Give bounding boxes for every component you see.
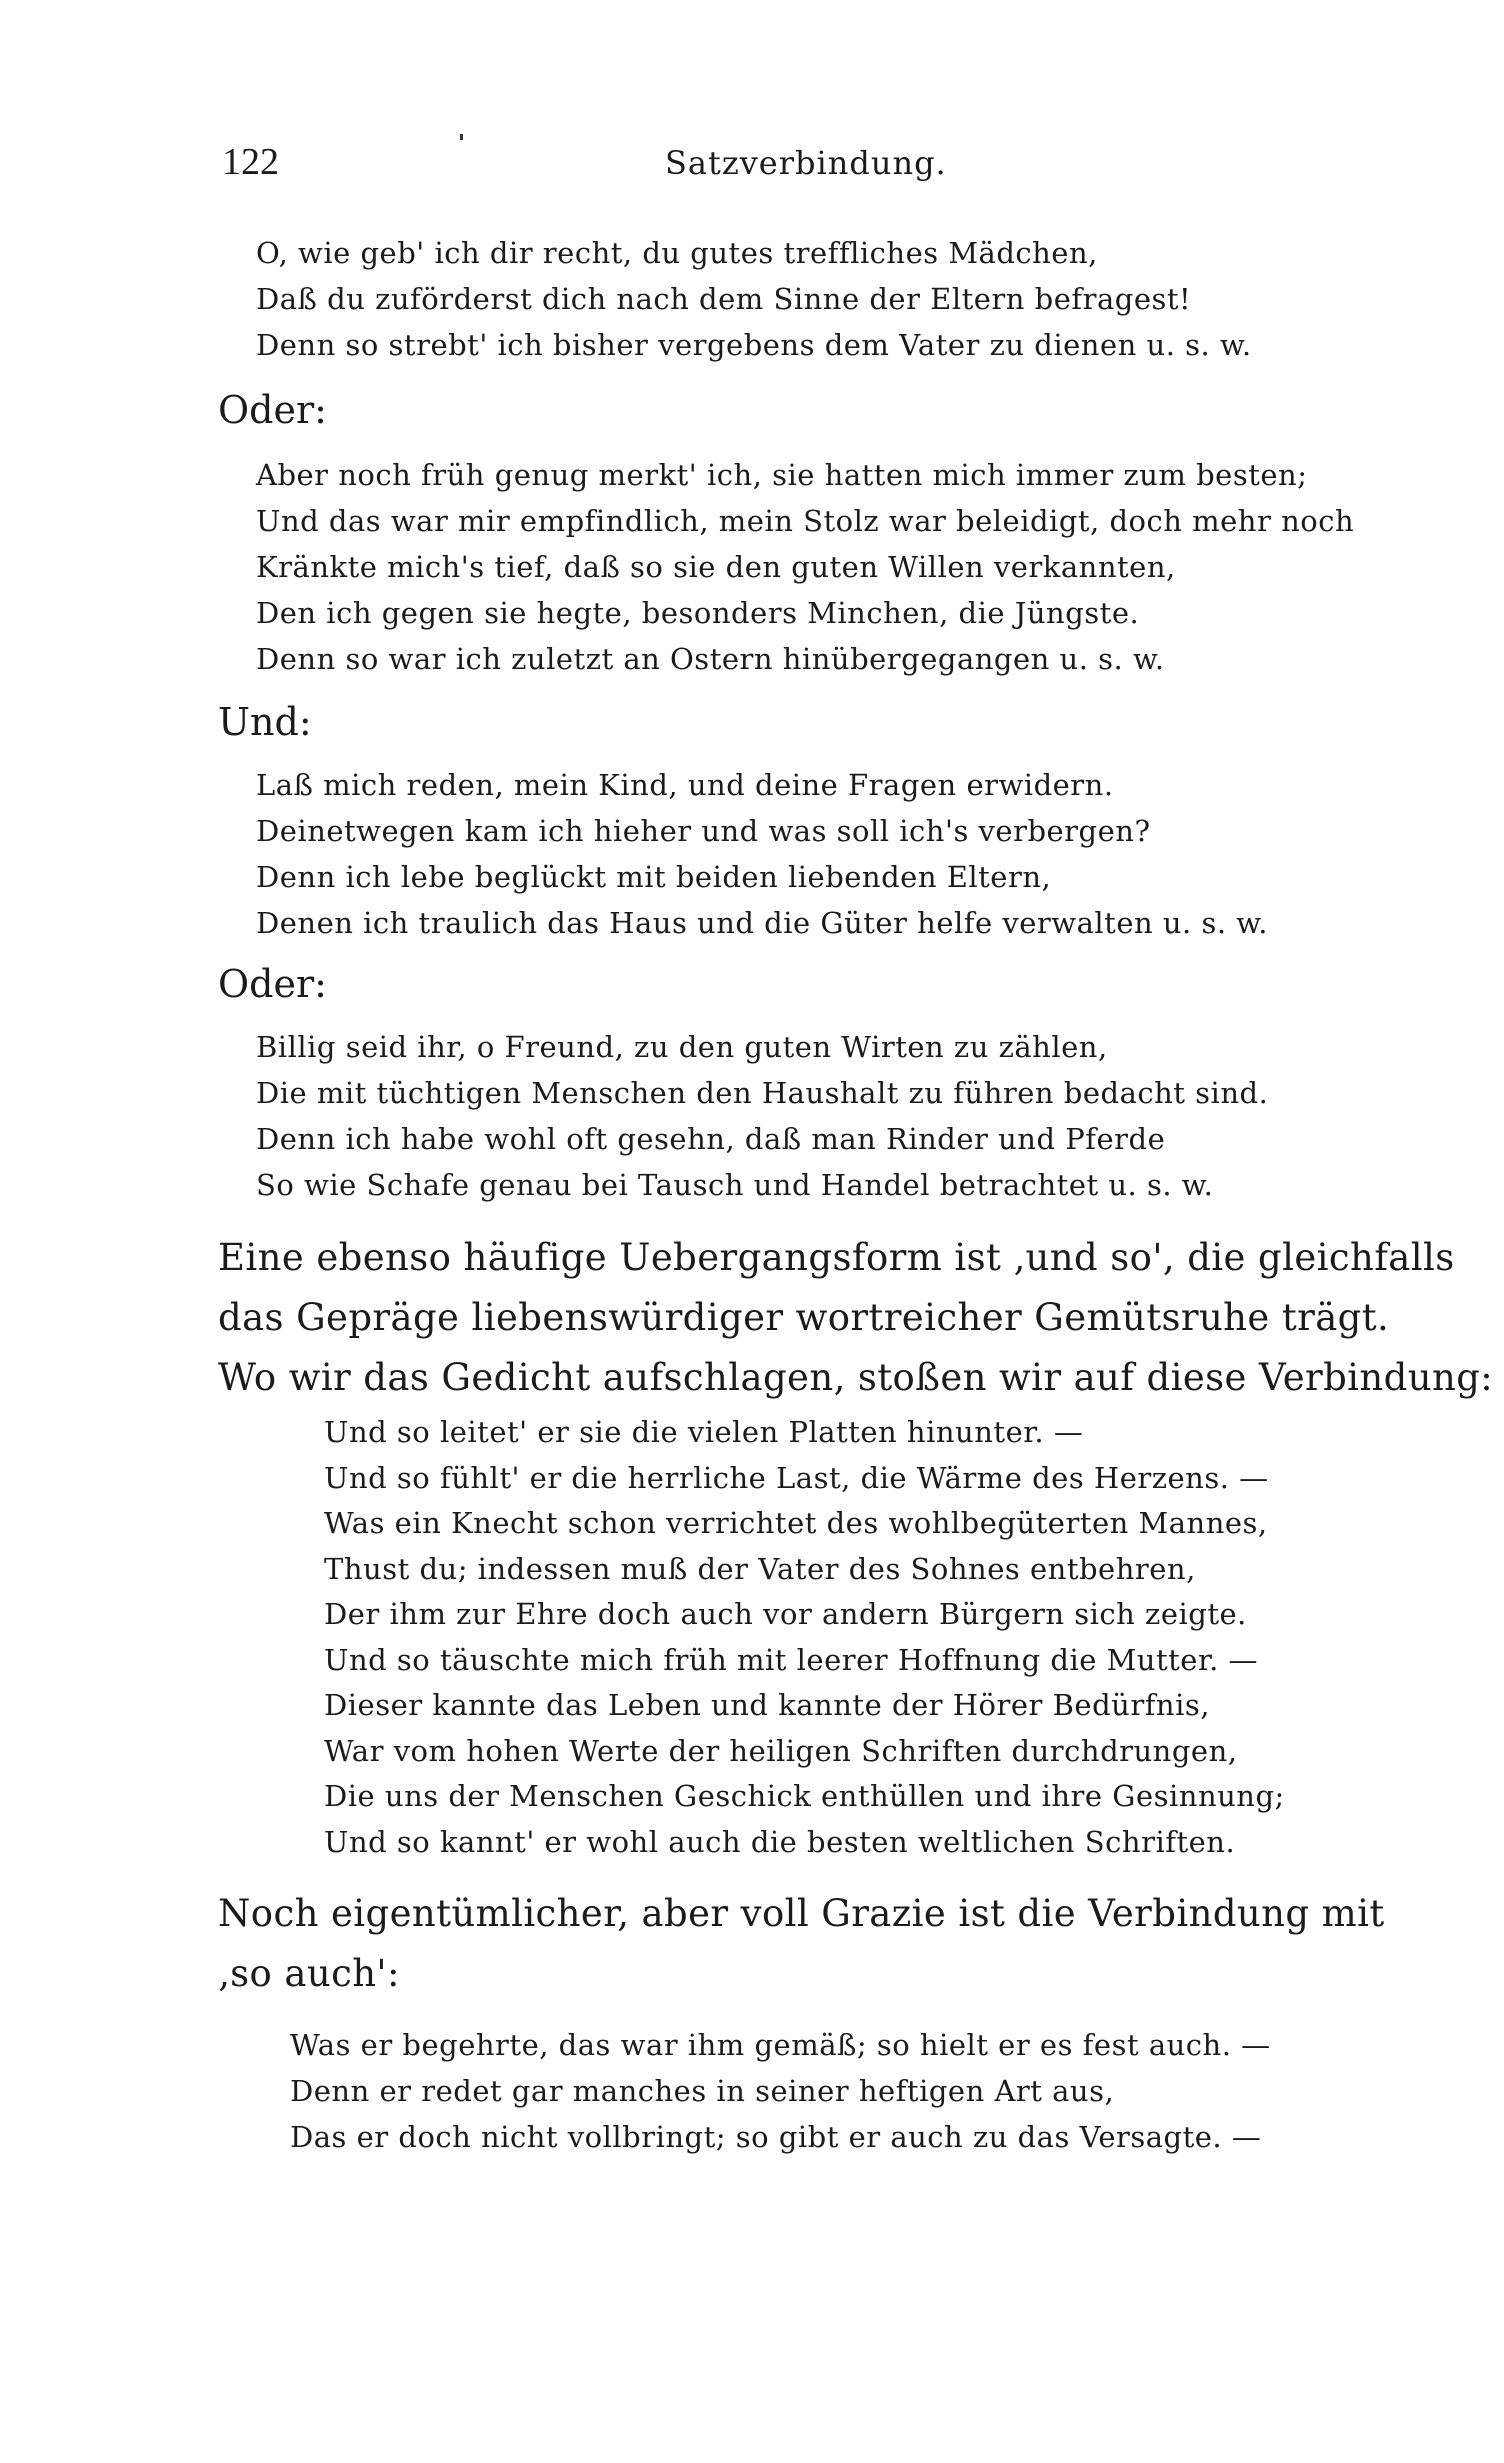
prose-paragraph-1 (218, 1228, 1494, 1408)
verse-line: War vom hohen Werte der heiligen Schriften durchdrungen, (324, 1733, 1238, 1768)
prose-line: Noch eigentümlicher, aber voll Grazie ist die Verbindung mit (218, 1892, 1385, 1935)
verse-line: Der ihm zur Ehre doch auch vor andern Bürgern sich zeigte. (324, 1597, 1247, 1631)
verse-block-1 (256, 230, 1252, 368)
prose-paragraph-2 (218, 1884, 1385, 2004)
verse-line: Deinetwegen kam ich hieher und was soll ich's verbergen? (256, 814, 1151, 848)
prose-line: das Gepräge liebenswürdiger wortreicher Gemütsruhe trägt. (218, 1296, 1390, 1339)
verse-line: Kränkte mich's tief, daß so sie den guten Willen verkannten, (256, 550, 1176, 584)
page-number: 122 (222, 141, 279, 183)
verse-line: Was ein Knecht schon verrichtet des wohlbegüterten Mannes, (324, 1506, 1268, 1540)
verse-block-4 (256, 1024, 1268, 1208)
verse-line: Denn er redet gar manches in seiner heftigen Art aus, (290, 2074, 1115, 2108)
verse-line: Und so fühlt' er die herrliche Last, die Wärme des Herzens. — (324, 1460, 1269, 1495)
verse-line: O, wie geb' ich dir recht, du gutes treffliches Mädchen, (256, 236, 1098, 270)
section-label-oder-2: Oder: (218, 962, 327, 1006)
prose-line: Eine ebenso häufige Uebergangsform ist ‚und so', die gleichfalls (218, 1236, 1455, 1279)
verse-line: Aber noch früh genug merkt' ich, sie hatten mich immer zum besten; (256, 458, 1308, 492)
prose-line: ‚so auch': (218, 1952, 400, 1995)
verse-line: Denn so war ich zuletzt an Ostern hinübergegangen u. s. w. (256, 642, 1165, 676)
verse-line: Und so kannt' er wohl auch die besten weltlichen Schriften. (324, 1824, 1236, 1859)
verse-line: Laß mich reden, mein Kind, und deine Fragen erwidern. (256, 768, 1114, 802)
verse-line: Die mit tüchtigen Menschen den Haushalt zu führen bedacht sind. (256, 1076, 1269, 1110)
verse-line: Und so täuschte mich früh mit leerer Hoffnung die Mutter. — (324, 1642, 1259, 1677)
section-label-und: Und: (218, 700, 312, 744)
verse-line: Die uns der Menschen Geschick enthüllen und ihre Gesinnung; (324, 1779, 1285, 1813)
verse-block-3 (256, 762, 1268, 946)
verse-line: Denen ich traulich das Haus und die Güter helfe verwalten u. s. w. (256, 906, 1268, 940)
verse-line: Billig seid ihr, o Freund, zu den guten Wirten zu zählen, (256, 1030, 1108, 1064)
page-header (0, 140, 1504, 200)
verse-line: Daß du zuförderst dich nach dem Sinne der Eltern befragest! (256, 282, 1192, 316)
verse-line: Das er doch nicht vollbringt; so gibt er auch zu das Versagte. — (290, 2120, 1262, 2154)
verse-line: Und so leitet' er sie die vielen Platten hinunter. — (324, 1415, 1084, 1449)
verse-block-5 (324, 1410, 1285, 1865)
verse-line: Was er begehrte, das war ihm gemäß; so hielt er es fest auch. — (290, 2028, 1271, 2062)
verse-block-6 (290, 2022, 1271, 2160)
running-head: Satzverbindung. (665, 144, 947, 182)
verse-line: Den ich gegen sie hegte, besonders Minchen, die Jüngste. (256, 596, 1140, 630)
verse-line: Denn ich lebe beglückt mit beiden liebenden Eltern, (256, 860, 1052, 894)
prose-line: Wo wir das Gedicht aufschlagen, stoßen wir auf diese Verbindung: (218, 1356, 1494, 1399)
verse-block-2 (256, 452, 1354, 682)
verse-line: So wie Schafe genau bei Tausch und Handel betrachtet u. s. w. (256, 1168, 1214, 1202)
section-label-oder: Oder: (218, 388, 327, 432)
verse-line: Und das war mir empfindlich, mein Stolz war beleidigt, doch mehr noch (256, 504, 1355, 538)
verse-line: Denn so strebt' ich bisher vergebens dem Vater zu dienen u. s. w. (256, 328, 1252, 362)
verse-line: Denn ich habe wohl oft gesehn, daß man Rinder und Pferde (256, 1122, 1166, 1156)
verse-line: Thust du; indessen muß der Vater des Sohnes entbehren, (324, 1551, 1196, 1586)
verse-line: Dieser kannte das Leben und kannte der Hörer Bedürfnis, (324, 1688, 1210, 1722)
